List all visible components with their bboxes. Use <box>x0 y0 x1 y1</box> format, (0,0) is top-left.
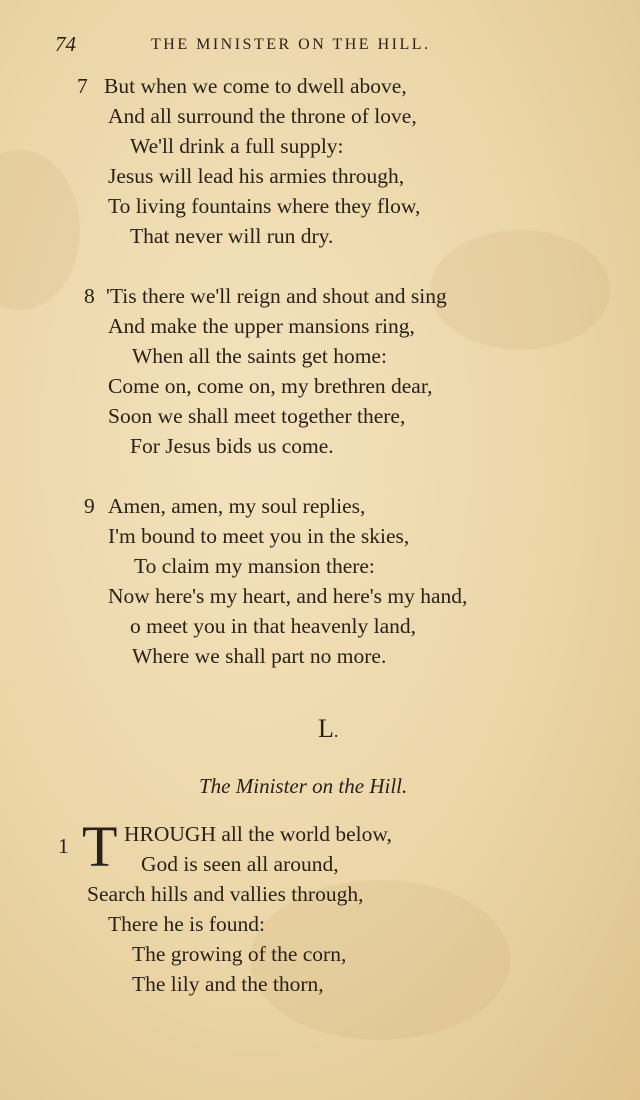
drop-cap: T <box>82 814 118 879</box>
page-number: 74 <box>55 32 76 56</box>
verse-line: When all the saints get home: <box>132 344 387 368</box>
verse-line: HROUGH all the world below, <box>124 822 392 846</box>
verse-line: And make the upper mansions ring, <box>108 314 415 338</box>
paper-stain <box>430 230 610 350</box>
verse-line: Search hills and vallies through, <box>87 882 364 906</box>
hymn-number <box>318 714 338 744</box>
verse-line: And all surround the throne of love, <box>108 104 417 128</box>
hymn-number-dot: . <box>333 721 339 741</box>
verse-line: To living fountains where they flow, <box>108 194 421 218</box>
stanza-number: 7 <box>77 74 88 98</box>
verse-line: That never will run dry. <box>130 224 334 248</box>
verse-line: God is seen all around, <box>141 852 339 876</box>
verse-line: Jesus will lead his armies through, <box>108 164 405 188</box>
hymn-title: The Minister on the Hill. <box>199 774 408 798</box>
verse-line: Come on, come on, my brethren dear, <box>108 374 433 398</box>
stanza-number: 8 <box>84 284 95 308</box>
verse-line: For Jesus bids us come. <box>130 434 334 458</box>
verse-line: But when we come to dwell above, <box>104 74 407 98</box>
running-head: THE MINISTER ON THE HILL. <box>151 36 431 53</box>
verse-line: The lily and the thorn, <box>132 972 324 996</box>
paper-stain <box>0 150 80 310</box>
verse-line: Where we shall part no more. <box>132 644 387 668</box>
verse-line: Soon we shall meet together there, <box>108 404 406 428</box>
verse-line: We'll drink a full supply: <box>130 134 344 158</box>
verse-line: I'm bound to meet you in the skies, <box>108 524 410 548</box>
verse-line: The growing of the corn, <box>132 942 347 966</box>
stanza-number: 9 <box>84 494 95 518</box>
stanza-number: 1 <box>58 834 69 858</box>
verse-line: There he is found: <box>108 912 266 936</box>
verse-line: Amen, amen, my soul replies, <box>108 494 366 518</box>
verse-line: To claim my mansion there: <box>134 554 375 578</box>
verse-line: o meet you in that heavenly land, <box>130 614 416 638</box>
verse-line: 'Tis there we'll reign and shout and sing <box>106 284 447 308</box>
verse-line: Now here's my heart, and here's my hand, <box>108 584 468 608</box>
hymn-numeral: L <box>318 714 334 743</box>
